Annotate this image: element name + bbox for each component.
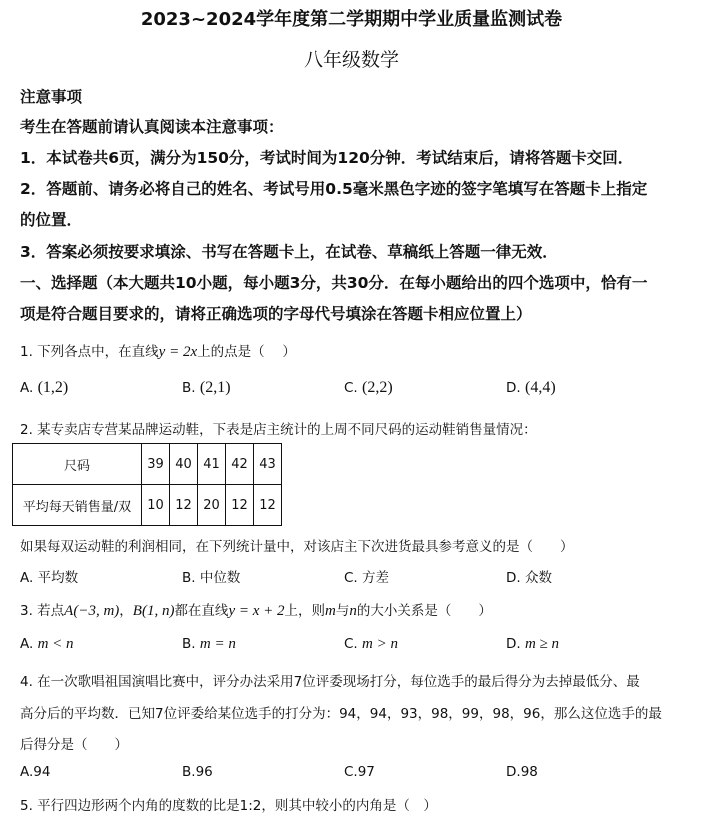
question-4-line-1: 4. 在一次歌唱祖国演唱比赛中，评分办法采用7位评委现场打分，每位选手的最后得分为去掉最低分、最	[20, 674, 640, 690]
question-1-prefix: 1. 下列各点中，在直线	[20, 344, 159, 360]
question-1-option-c: C. (2,2)	[344, 379, 393, 396]
question-2-option-d: D. 众数	[506, 570, 552, 586]
question-4-option-a: A.94	[20, 764, 51, 780]
question-2-option-c: C. 方差	[344, 570, 390, 586]
question-1-option-d: D. (4,4)	[506, 379, 556, 396]
question-4-line-3: 后得分是（ ）	[20, 737, 128, 753]
line-equation: y = x + 2	[228, 603, 285, 619]
exam-subtitle: 八年级数学	[303, 49, 399, 71]
table-cell: 12	[254, 485, 282, 526]
exam-title: 2023~2024学年度第二学期期中学业质量监测试卷	[140, 9, 563, 30]
sales-table	[12, 443, 282, 526]
question-4-option-d: D.98	[506, 764, 538, 780]
question-4-option-b: B.96	[182, 764, 213, 780]
question-3-stem: 3. 若点A(−3, m)，B(1, n)都在直线y = x + 2上，则m与n的大小关系是（ ）	[20, 603, 492, 619]
point-a: A(−3, m)	[64, 603, 120, 619]
question-3-option-b: B. m = n	[182, 636, 236, 652]
notice-item-2-line-1: 2．答题前、请务必将自己的姓名、考试号用0.5毫米黑色字迹的签字笔填写在答题卡上指定	[20, 180, 648, 198]
question-1-option-a: A. (1,2)	[20, 379, 69, 396]
table-cell: 43	[254, 444, 282, 485]
question-2-question: 如果每双运动鞋的利润相同，在下列统计量中，对该店主下次进货最具参考意义的是（ ）	[20, 539, 574, 555]
section-1-heading-line-2: 项是符合题目要求的，请将正确选项的字母代号填涂在答题卡相应位置上）	[20, 305, 532, 323]
question-4-option-c: C.97	[344, 764, 375, 780]
question-1-stem	[20, 340, 296, 361]
question-5-stem: 5. 平行四边形两个内角的度数的比是1:2，则其中较小的内角是（ ）	[20, 798, 437, 814]
table-cell: 39	[142, 444, 170, 485]
table-cell: 10	[142, 485, 170, 526]
question-1-suffix: 上的点是（ ）	[197, 344, 296, 360]
table-header-daily-sales: 平均每天销售量/双	[13, 485, 142, 526]
table-header-size: 尺码	[13, 444, 142, 485]
table-cell: 12	[226, 485, 254, 526]
table-cell: 20	[198, 485, 226, 526]
notice-item-1: 1．本试卷共6页，满分为150分，考试时间为120分钟．考试结束后，请将答题卡交回．	[20, 149, 634, 167]
question-2-stem: 2. 某专卖店专营某品牌运动鞋，下表是店主统计的上周不同尺码的运动鞋销售量情况：	[20, 422, 537, 438]
question-2-option-a: A. 平均数	[20, 570, 79, 586]
question-2-option-b: B. 中位数	[182, 570, 241, 586]
table-cell: 40	[170, 444, 198, 485]
table-cell: 42	[226, 444, 254, 485]
table-row	[13, 444, 282, 485]
question-1-option-b: B. (2,1)	[182, 379, 231, 396]
question-3-option-d: D. m ≥ n	[506, 636, 560, 652]
question-3-option-c: C. m > n	[344, 636, 398, 652]
notice-item-3: 3．答案必须按要求填涂、书写在答题卡上，在试卷、草稿纸上答题一律无效．	[20, 243, 558, 261]
notice-intro: 考生在答题前请认真阅读本注意事项：	[20, 118, 284, 136]
section-1-heading-line-1: 一、选择题（本大题共10小题，每小题3分，共30分．在每小题给出的四个选项中，恰有一	[20, 274, 648, 292]
point-b: B(1, n)	[132, 603, 175, 619]
question-4-line-2: 高分后的平均数．已知7位评委给某位选手的打分为：94，94，93，98，99，98，96，那么这位选手的最	[20, 706, 662, 722]
notice-heading: 注意事项	[20, 88, 83, 106]
table-cell: 12	[170, 485, 198, 526]
notice-item-2-line-2: 的位置．	[20, 211, 83, 229]
question-1-expression: y = 2x	[158, 344, 198, 360]
table-row	[13, 485, 282, 526]
table-cell: 41	[198, 444, 226, 485]
question-3-option-a: A. m < n	[20, 636, 74, 652]
